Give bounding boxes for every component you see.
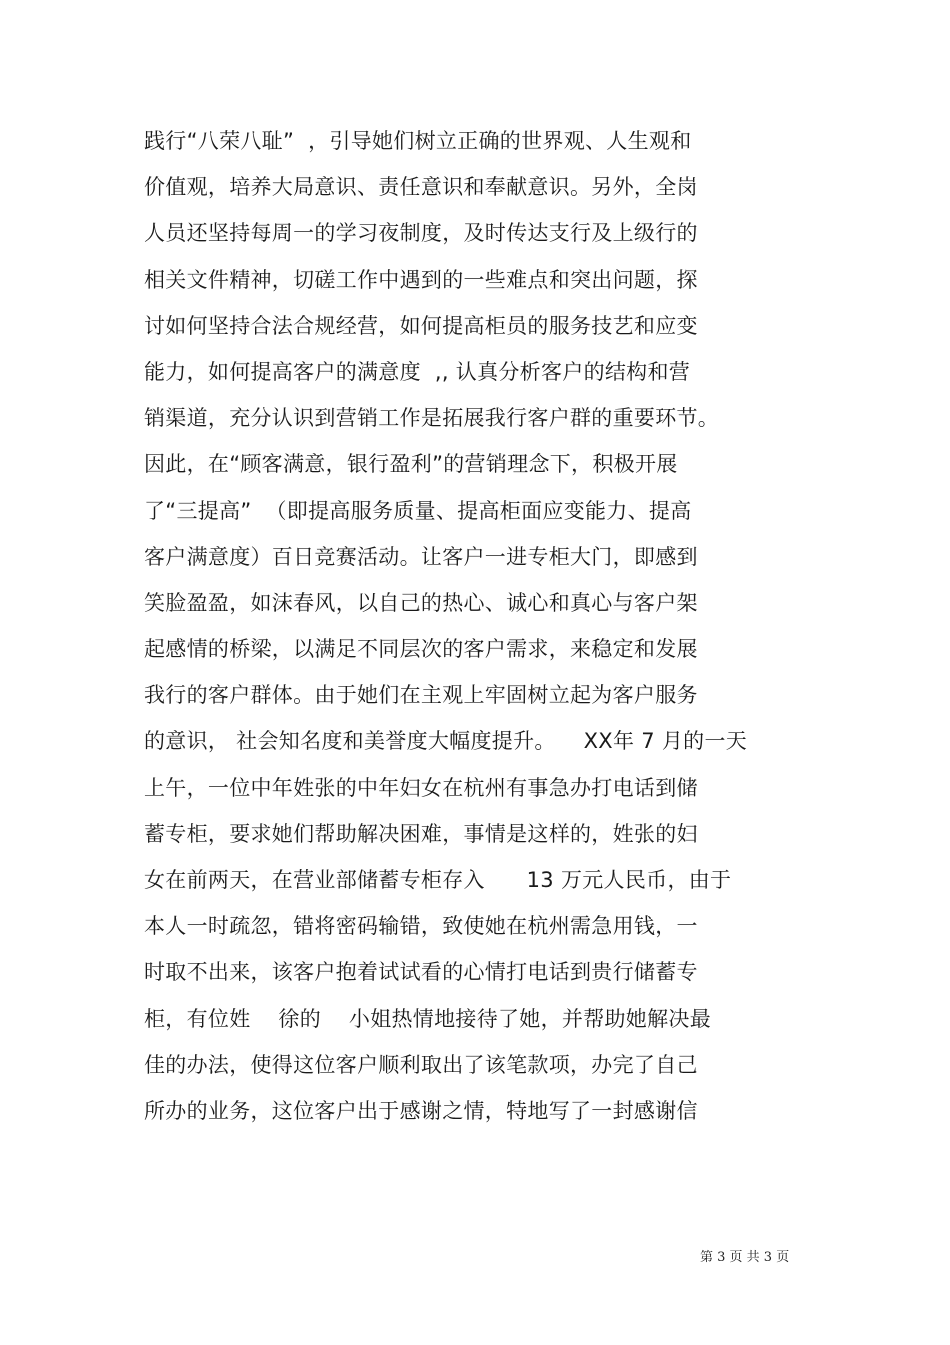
body-text (144, 118, 844, 1134)
text-line: 起感情的桥梁，以满足不同层次的客户需求，来稳定和发展 (144, 637, 698, 662)
text-line: 柜，有位姓 徐的 小姐热情地接待了她，并帮助她解决最 (144, 1006, 711, 1031)
page-number-footer: 第 3 页 共 3 页 (700, 1250, 790, 1265)
text-line: 所办的业务，这位客户出于感谢之情，特地写了一封感谢信 (144, 1098, 698, 1123)
text-line: 了“三提高” （即提高服务质量、提高柜面应变能力、提高 (144, 498, 692, 523)
text-line: 因此，在“顾客满意，银行盈利”的营销理念下，积极开展 (144, 452, 678, 477)
text-line: 的意识， 社会知名度和美誉度大幅度提升。 XX年 7 月的一天 (144, 729, 748, 754)
text-line: 上午，一位中年姓张的中年妇女在杭州有事急办打电话到储 (144, 775, 698, 800)
text-line: 相关文件精神，切磋工作中遇到的一些难点和突出问题，探 (144, 267, 698, 292)
text-line: 践行“八荣八耻” ，引导她们树立正确的世界观、人生观和 (144, 129, 692, 153)
text-line: 客户满意度）百日竞赛活动。让客户一进专柜大门，即感到 (144, 544, 698, 569)
text-line: 本人一时疏忽，错将密码输错，致使她在杭州需急用钱，一 (144, 914, 698, 939)
text-line: 销渠道，充分认识到营销工作是拓展我行客户群的重要环节。 (144, 406, 720, 431)
text-line: 人员还坚持每周一的学习夜制度，及时传达支行及上级行的 (144, 221, 698, 246)
text-line: 笑脸盈盈，如沫春风，以自己的热心、诚心和真心与客户架 (144, 590, 698, 615)
text-line: 能力，如何提高客户的满意度 ,, 认真分析客户的结构和营 (144, 359, 691, 384)
text-line: 价值观，培养大局意识、责任意识和奉献意识。另外，全岗 (144, 175, 698, 200)
text-line: 讨如何坚持合法合规经营，如何提高柜员的服务技艺和应变 (144, 313, 698, 338)
text-line: 蓄专柜，要求她们帮助解决困难，事情是这样的，姓张的妇 (144, 821, 698, 846)
text-line: 时取不出来，该客户抱着试试看的心情打电话到贵行储蓄专 (144, 960, 698, 985)
text-line: 佳的办法，使得这位客户顺利取出了该笔款项，办完了自己 (144, 1052, 698, 1077)
text-line: 我行的客户群体。由于她们在主观上牢固树立起为客户服务 (144, 683, 698, 708)
text-line: 女在前两天，在营业部储蓄专柜存入 13 万元人民币，由于 (144, 868, 732, 892)
